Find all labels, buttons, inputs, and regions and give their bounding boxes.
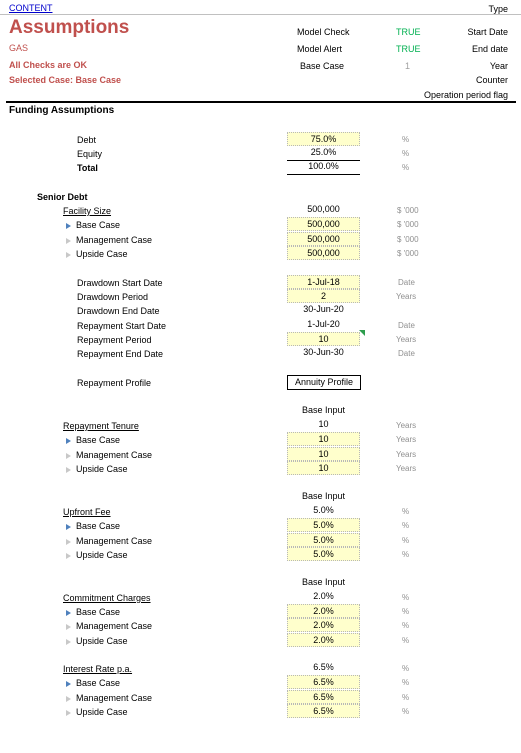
total-unit: %: [402, 163, 410, 172]
page-title: Assumptions: [9, 17, 130, 38]
interest-management-case-input[interactable]: 6.5%: [287, 690, 360, 704]
model-alert-value: TRUE: [396, 44, 421, 54]
tenure-upside-case-label: Upside Case: [66, 464, 128, 474]
model-check-value: TRUE: [396, 27, 421, 37]
commitment-base-case-input[interactable]: 2.0%: [287, 604, 360, 618]
equity-label: Equity: [77, 149, 103, 159]
interest-rate-label: Interest Rate p.a.: [63, 664, 133, 674]
repayment-end-unit: Date: [398, 349, 415, 358]
active-case-arrow-icon: [66, 524, 71, 530]
facility-management-case-unit: $ '000: [397, 235, 419, 244]
inactive-case-arrow-icon: [66, 453, 71, 459]
comment-indicator-icon: [359, 330, 365, 336]
repayment-start-unit: Date: [398, 321, 415, 330]
total-value: 100.0%: [308, 161, 339, 171]
start-date-label: Start Date: [467, 27, 508, 37]
drawdown-period-label: Drawdown Period: [77, 292, 149, 302]
drawdown-period-input[interactable]: 2: [287, 289, 360, 303]
drawdown-start-unit: Date: [398, 278, 415, 287]
interest-upside-case-input[interactable]: 6.5%: [287, 704, 360, 718]
inactive-case-arrow-icon: [66, 710, 71, 716]
inactive-case-arrow-icon: [66, 539, 71, 545]
inactive-case-arrow-icon: [66, 639, 71, 645]
commitment-base-case-unit: %: [402, 607, 410, 616]
commitment-management-case-label: Management Case: [66, 621, 152, 631]
selected-case: Selected Case: Base Case: [9, 75, 122, 85]
facility-upside-case-input[interactable]: 500,000: [287, 246, 360, 260]
repayment-profile-select[interactable]: Annuity Profile: [287, 375, 361, 390]
interest-management-case-unit: %: [402, 693, 410, 702]
fee-base-case-input[interactable]: 5.0%: [287, 518, 360, 532]
facility-upside-case-label: Upside Case: [66, 249, 128, 259]
inactive-case-arrow-icon: [66, 238, 71, 244]
commitment-charges-label: Commitment Charges: [63, 593, 151, 603]
fee-management-case-label: Management Case: [66, 536, 152, 546]
repayment-start-label: Repayment Start Date: [77, 321, 167, 331]
tenure-management-case-unit: Years: [396, 450, 417, 459]
commitment-upside-case-label: Upside Case: [66, 636, 128, 646]
model-alert-label: Model Alert: [297, 44, 343, 54]
counter-label: Counter: [475, 75, 508, 85]
base-input-header: Base Input: [301, 491, 346, 501]
repayment-end-value: 30-Jun-30: [303, 347, 344, 357]
repayment-start-value: 1-Jul-20: [307, 319, 340, 329]
tenure-management-case-input[interactable]: 10: [287, 447, 360, 461]
commitment-base-case-label: Base Case: [66, 607, 120, 617]
type-label: Type: [488, 4, 508, 14]
interest-base-case-unit: %: [402, 678, 410, 687]
interest-base-case-input[interactable]: 6.5%: [287, 675, 360, 689]
repayment-tenure-label: Repayment Tenure: [63, 421, 139, 431]
repayment-period-label: Repayment Period: [77, 335, 152, 345]
interest-rate-unit: %: [402, 664, 410, 673]
content-link[interactable]: CONTENT: [9, 3, 53, 13]
fee-management-case-input[interactable]: 5.0%: [287, 533, 360, 547]
year-label: Year: [489, 61, 508, 71]
drawdown-period-unit: Years: [396, 292, 417, 301]
repayment-period-input[interactable]: 10: [287, 332, 360, 346]
tenure-base-case-label: Base Case: [66, 435, 120, 445]
facility-size-label: Facility Size: [63, 206, 112, 216]
active-case-arrow-icon: [66, 610, 71, 616]
drawdown-end-label: Drawdown End Date: [77, 306, 160, 316]
operation-period-flag-label: Operation period flag: [423, 90, 508, 100]
interest-management-case-label: Management Case: [66, 693, 152, 703]
tenure-management-case-label: Management Case: [66, 450, 152, 460]
facility-management-case-input[interactable]: 500,000: [287, 232, 360, 246]
drawdown-start-input[interactable]: 1-Jul-18: [287, 275, 360, 289]
total-bottom-rule: [287, 174, 360, 175]
facility-base-case-input[interactable]: 500,000: [287, 217, 360, 231]
repayment-profile-label: Repayment Profile: [77, 378, 152, 388]
debt-input[interactable]: 75.0%: [287, 132, 360, 146]
facility-management-case-label: Management Case: [66, 235, 152, 245]
interest-base-case-label: Base Case: [66, 678, 120, 688]
equity-value: 25.0%: [310, 147, 337, 157]
tenure-base-case-unit: Years: [396, 435, 417, 444]
header-divider: [0, 14, 521, 15]
commitment-management-case-input[interactable]: 2.0%: [287, 618, 360, 632]
base-input-header: Base Input: [301, 405, 346, 415]
inactive-case-arrow-icon: [66, 696, 71, 702]
facility-size-unit: $ '000: [397, 206, 419, 215]
fee-base-case-label: Base Case: [66, 521, 120, 531]
gas-label: GAS: [9, 43, 29, 53]
model-check-label: Model Check: [297, 27, 350, 37]
inactive-case-arrow-icon: [66, 624, 71, 630]
interest-rate-value: 6.5%: [313, 662, 334, 672]
section-title: Funding Assumptions: [9, 105, 115, 116]
tenure-upside-case-unit: Years: [396, 464, 417, 473]
facility-base-case-unit: $ '000: [397, 220, 419, 229]
inactive-case-arrow-icon: [66, 252, 71, 258]
facility-base-case-label: Base Case: [66, 220, 120, 230]
tenure-base-case-input[interactable]: 10: [287, 432, 360, 446]
upfront-fee-label: Upfront Fee: [63, 507, 111, 517]
interest-upside-case-label: Upside Case: [66, 707, 128, 717]
inactive-case-arrow-icon: [66, 467, 71, 473]
equity-unit: %: [402, 149, 410, 158]
fee-upside-case-unit: %: [402, 550, 410, 559]
drawdown-end-value: 30-Jun-20: [303, 304, 344, 314]
senior-debt-heading: Senior Debt: [37, 192, 88, 202]
commitment-charges-value: 2.0%: [313, 591, 334, 601]
repayment-tenure-unit: Years: [396, 421, 417, 430]
facility-upside-case-unit: $ '000: [397, 249, 419, 258]
checks-status: All Checks are OK: [9, 60, 88, 70]
active-case-arrow-icon: [66, 681, 71, 687]
interest-upside-case-unit: %: [402, 707, 410, 716]
inactive-case-arrow-icon: [66, 553, 71, 559]
fee-base-case-unit: %: [402, 521, 410, 530]
debt-unit: %: [402, 135, 410, 144]
commitment-upside-case-unit: %: [402, 636, 410, 645]
fee-upside-case-label: Upside Case: [66, 550, 128, 560]
debt-label: Debt: [77, 135, 97, 145]
upfront-fee-value: 5.0%: [313, 505, 334, 515]
active-case-arrow-icon: [66, 223, 71, 229]
facility-size-value: 500,000: [307, 204, 340, 214]
base-case-label: Base Case: [300, 61, 345, 71]
active-case-arrow-icon: [66, 438, 71, 444]
base-case-value: 1: [405, 61, 411, 71]
section-divider: [6, 101, 516, 103]
end-date-label: End date: [471, 44, 508, 54]
upfront-fee-unit: %: [402, 507, 410, 516]
total-label: Total: [77, 163, 98, 173]
repayment-end-label: Repayment End Date: [77, 349, 164, 359]
repayment-period-unit: Years: [396, 335, 417, 344]
commitment-management-case-unit: %: [402, 621, 410, 630]
tenure-upside-case-input[interactable]: 10: [287, 461, 360, 475]
commitment-upside-case-input[interactable]: 2.0%: [287, 633, 360, 647]
repayment-tenure-value: 10: [318, 419, 329, 429]
base-input-header: Base Input: [301, 577, 346, 587]
commitment-charges-unit: %: [402, 593, 410, 602]
drawdown-start-label: Drawdown Start Date: [77, 278, 163, 288]
fee-management-case-unit: %: [402, 536, 410, 545]
fee-upside-case-input[interactable]: 5.0%: [287, 547, 360, 561]
